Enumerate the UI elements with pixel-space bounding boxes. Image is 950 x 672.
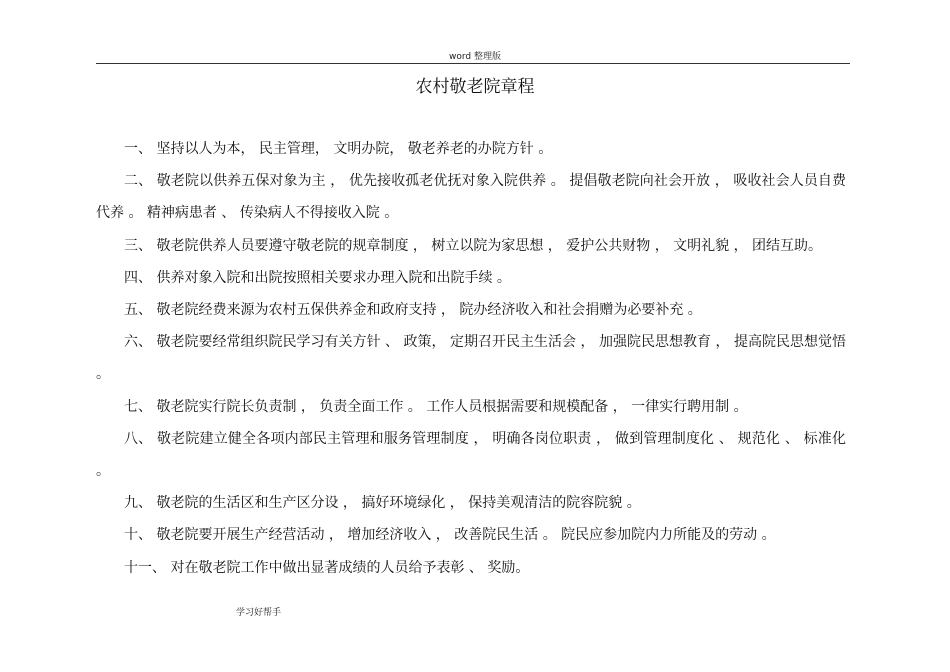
article-4: 四、 供养对象入院和出院按照相关要求办理入院和出院手续 。 <box>124 269 511 286</box>
article-5: 五、 敬老院经费来源为农村五保供养金和政府支持 ， 院办经济收入和社会捐赠为必要补充 。 <box>124 302 702 319</box>
article-1: 一、 坚持以人为本， 民主管理， 文明办院， 敬老养老的办院方针 。 <box>124 141 553 157</box>
article-11: 十一、 对在敬老院工作中做出显著成绩的人员给予表彰 、 奖励。 <box>124 559 530 576</box>
article-6: 六、 敬老院要经常组织院民学习有关方针 、 政策， 定期召开民主生活会 ， 加强院民思想教育 ， 提高院民思想觉悟 。 <box>96 334 851 383</box>
page-footer-label: 学习好帮手 <box>236 608 282 618</box>
header-divider <box>96 63 850 64</box>
document-body <box>96 133 851 584</box>
article-3: 三、 敬老院供养人员要遵守敬老院的规章制度 ， 树立以院为家思想 ， 爱护公共财物 ， 文明礼貌 ， 团结互助。 <box>124 237 823 254</box>
article-9: 九、 敬老院的生活区和生产区分设 ， 搞好环境绿化 ， 保持美观清洁的院容院貌 。 <box>124 495 641 512</box>
document-title: 农村敬老院章程 <box>415 77 535 97</box>
article-8: 八、 敬老院建立健全各项内部民主管理和服务管理制度 ， 明确各岗位职责 ， 做到管理制度化 、 规范化 、 标准化 。 <box>96 430 851 480</box>
article-10: 十、 敬老院要开展生产经营活动 ， 增加经济收入 ， 改善院民生活 。 院民应参加院内力所能及的劳动 。 <box>124 527 776 544</box>
article-7: 七、 敬老院实行院长负责制 ， 负责全面工作 。 工作人员根据需要和规模配备 ， 一律实行聘用制 。 <box>124 398 748 415</box>
article-2: 二、 敬老院以供养五保对象为主 ， 优先接收孤老优抚对象入院供养 。 提倡敬老院向社会开放 ， 吸收社会人员自费代养 。 精神病患者 、 传染病人不得接收入院 。 <box>96 173 846 222</box>
page-header-label: word 整理版 <box>449 52 501 62</box>
